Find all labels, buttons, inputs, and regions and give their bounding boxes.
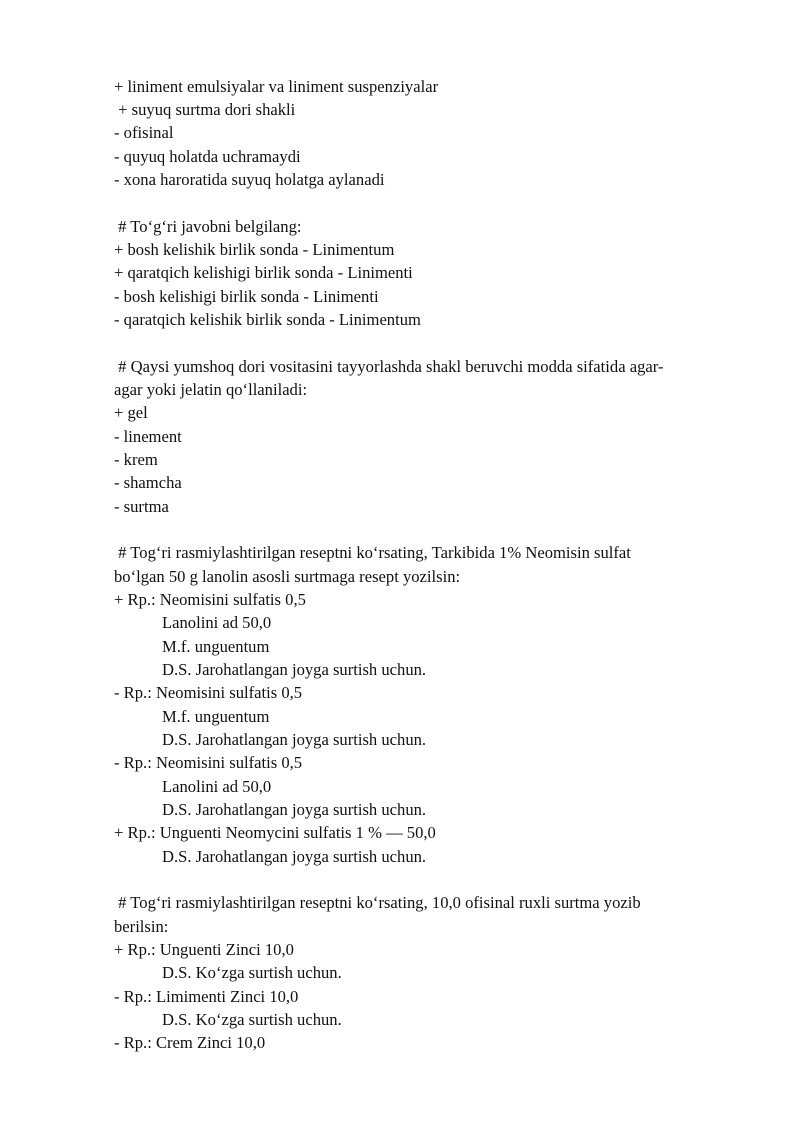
answer-option: - Rp.: Neomisini sulfatis 0,5 [114, 753, 303, 772]
prescription-line: Lanolini ad 50,0 [162, 777, 272, 796]
answer-option: - krem [114, 450, 158, 469]
prescription-line: D.S. Jarohatlangan joyga surtish uchun. [162, 730, 427, 749]
answer-option: + Rp.: Unguenti Neomycini sulfatis 1 % — 50,0 [114, 823, 436, 842]
answer-option: + suyuq surtma dori shakli [114, 100, 296, 119]
prescription-line: M.f. unguentum [162, 637, 270, 656]
prescription-line: D.S. Jarohatlangan joyga surtish uchun. [162, 800, 427, 819]
answer-option: - bosh kelishigi birlik sonda - Linimenti [114, 287, 379, 306]
question-text: # Tog‘ri rasmiylashtirilgan reseptni ko‘rsating, Tarkibida 1% Neomisin sulfat [114, 543, 631, 562]
prescription-line: M.f. unguentum [162, 707, 270, 726]
prescription-line: D.S. Ko‘zga surtish uchun. [162, 963, 342, 982]
answer-option: + liniment emulsiyalar va liniment suspenziyalar [114, 77, 439, 96]
question-text: # To‘g‘ri javobni belgilang: [114, 217, 302, 236]
answer-option: - Rp.: Crem Zinci 10,0 [114, 1033, 266, 1052]
prescription-line: D.S. Jarohatlangan joyga surtish uchun. [162, 660, 427, 679]
answer-option: - linement [114, 427, 182, 446]
answer-option: - surtma [114, 497, 169, 516]
answer-option: + bosh kelishik birlik sonda - Linimentum [114, 240, 395, 259]
answer-option: + gel [114, 403, 148, 422]
answer-option: + Rp.: Neomisini sulfatis 0,5 [114, 590, 306, 609]
prescription-line: Lanolini ad 50,0 [162, 613, 272, 632]
question-text: bo‘lgan 50 g lanolin asosli surtmaga resept yozilsin: [114, 567, 461, 586]
answer-option: - xona haroratida suyuq holatga aylanadi [114, 170, 385, 189]
question-text: # Tog‘ri rasmiylashtirilgan reseptni ko‘rsating, 10,0 ofisinal ruxli surtma yozib [114, 893, 641, 912]
answer-option: - Rp.: Limimenti Zinci 10,0 [114, 987, 299, 1006]
prescription-line: D.S. Jarohatlangan joyga surtish uchun. [162, 847, 427, 866]
answer-option: - qaratqich kelishik birlik sonda - Linimentum [114, 310, 421, 329]
answer-option: - quyuq holatda uchramaydi [114, 147, 301, 166]
answer-option: - ofisinal [114, 123, 174, 142]
question-text: agar yoki jelatin qo‘llaniladi: [114, 380, 308, 399]
answer-option: - Rp.: Neomisini sulfatis 0,5 [114, 683, 303, 702]
answer-option: - shamcha [114, 473, 182, 492]
question-text: # Qaysi yumshoq dori vositasini tayyorlashda shakl beruvchi modda sifatida agar- [114, 357, 664, 376]
question-text: berilsin: [114, 917, 169, 936]
prescription-line: D.S. Ko‘zga surtish uchun. [162, 1010, 342, 1029]
answer-option: + Rp.: Unguenti Zinci 10,0 [114, 940, 294, 959]
answer-option: + qaratqich kelishigi birlik sonda - Linimenti [114, 263, 413, 282]
